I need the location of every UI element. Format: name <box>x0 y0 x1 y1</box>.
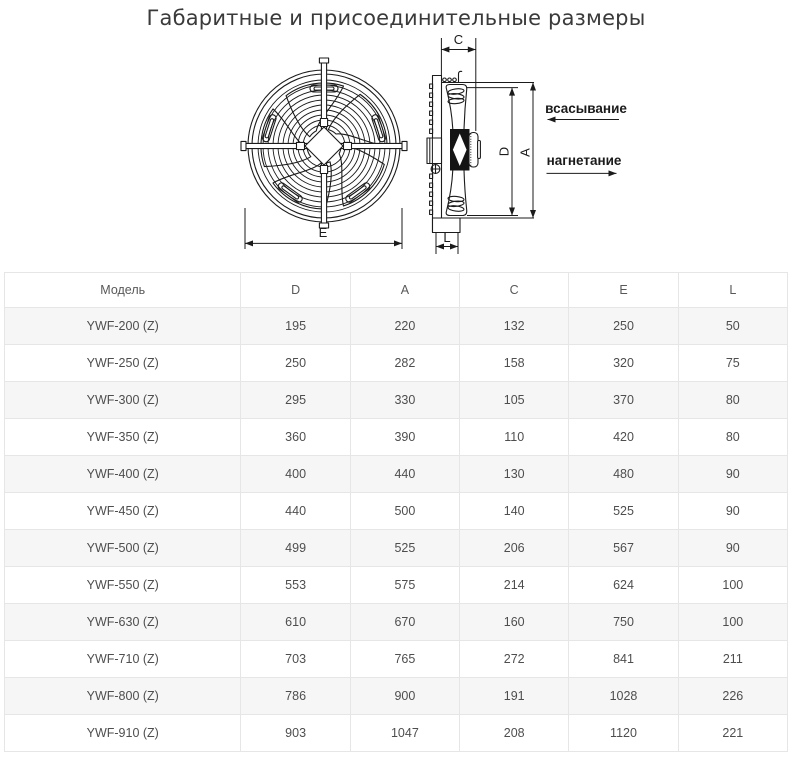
cell-model: YWF-300 (Z) <box>5 382 241 419</box>
fan-dimensions-diagram <box>0 32 792 270</box>
discharge-label: нагнетание <box>546 153 622 168</box>
cell-model: YWF-550 (Z) <box>5 567 241 604</box>
hub-diamond <box>305 127 343 165</box>
dim-label-d: D <box>496 146 512 157</box>
cell-model: YWF-500 (Z) <box>5 530 241 567</box>
cell-model: YWF-350 (Z) <box>5 419 241 456</box>
table-row: YWF-200 (Z) 195 220 132 250 50 <box>5 308 788 345</box>
table-row: YWF-350 (Z) 360 390 110 420 80 <box>5 419 788 456</box>
col-header-e: E <box>569 273 678 308</box>
dim-label-l: L <box>443 230 451 245</box>
fan-side-view <box>427 32 627 254</box>
table-header-row <box>5 273 788 308</box>
dim-label-e: E <box>318 225 328 240</box>
airflow-discharge <box>547 153 622 173</box>
table-row: YWF-400 (Z) 400 440 130 480 90 <box>5 456 788 493</box>
terminal-box <box>427 138 442 164</box>
table-row: YWF-300 (Z) 295 330 105 370 80 <box>5 382 788 419</box>
airflow-suction <box>545 101 627 120</box>
cell-model: YWF-800 (Z) <box>5 678 241 715</box>
fan-front-view <box>212 44 426 256</box>
col-header-l: L <box>678 273 787 308</box>
table-row: YWF-800 (Z) 786 900 191 1028 226 <box>5 678 788 715</box>
fan-diagram-svg <box>0 32 792 270</box>
cell-model: YWF-630 (Z) <box>5 604 241 641</box>
cell-model: YWF-910 (Z) <box>5 715 241 752</box>
col-header-c: C <box>460 273 569 308</box>
table-row: YWF-450 (Z) 440 500 140 525 90 <box>5 493 788 530</box>
cell-model: YWF-450 (Z) <box>5 493 241 530</box>
col-header-model: Модель <box>5 273 241 308</box>
table-row: YWF-710 (Z) 703 765 272 841 211 <box>5 641 788 678</box>
table-row: YWF-630 (Z) 610 670 160 750 100 <box>5 604 788 641</box>
page <box>0 6 792 752</box>
table-row: YWF-500 (Z) 499 525 206 567 90 <box>5 530 788 567</box>
dimension-a <box>518 83 534 219</box>
suction-label: всасывание <box>545 101 627 116</box>
table-row: YWF-250 (Z) 250 282 158 320 75 <box>5 345 788 382</box>
dim-label-c: C <box>453 32 464 47</box>
page-title: Габаритные и присоединительные размеры <box>146 6 646 30</box>
dim-label-a: A <box>517 148 533 157</box>
dimension-l <box>436 230 458 254</box>
table-row: YWF-910 (Z) 903 1047 208 1120 221 <box>5 715 788 752</box>
col-header-d: D <box>241 273 350 308</box>
cell-model: YWF-200 (Z) <box>5 308 241 345</box>
table-row: YWF-550 (Z) 553 575 214 624 100 <box>5 567 788 604</box>
cell-model: YWF-710 (Z) <box>5 641 241 678</box>
cell-model: YWF-250 (Z) <box>5 345 241 382</box>
cable-gland <box>431 165 440 174</box>
cell-model: YWF-400 (Z) <box>5 456 241 493</box>
col-header-a: A <box>350 273 459 308</box>
dimensions-table <box>4 272 788 752</box>
